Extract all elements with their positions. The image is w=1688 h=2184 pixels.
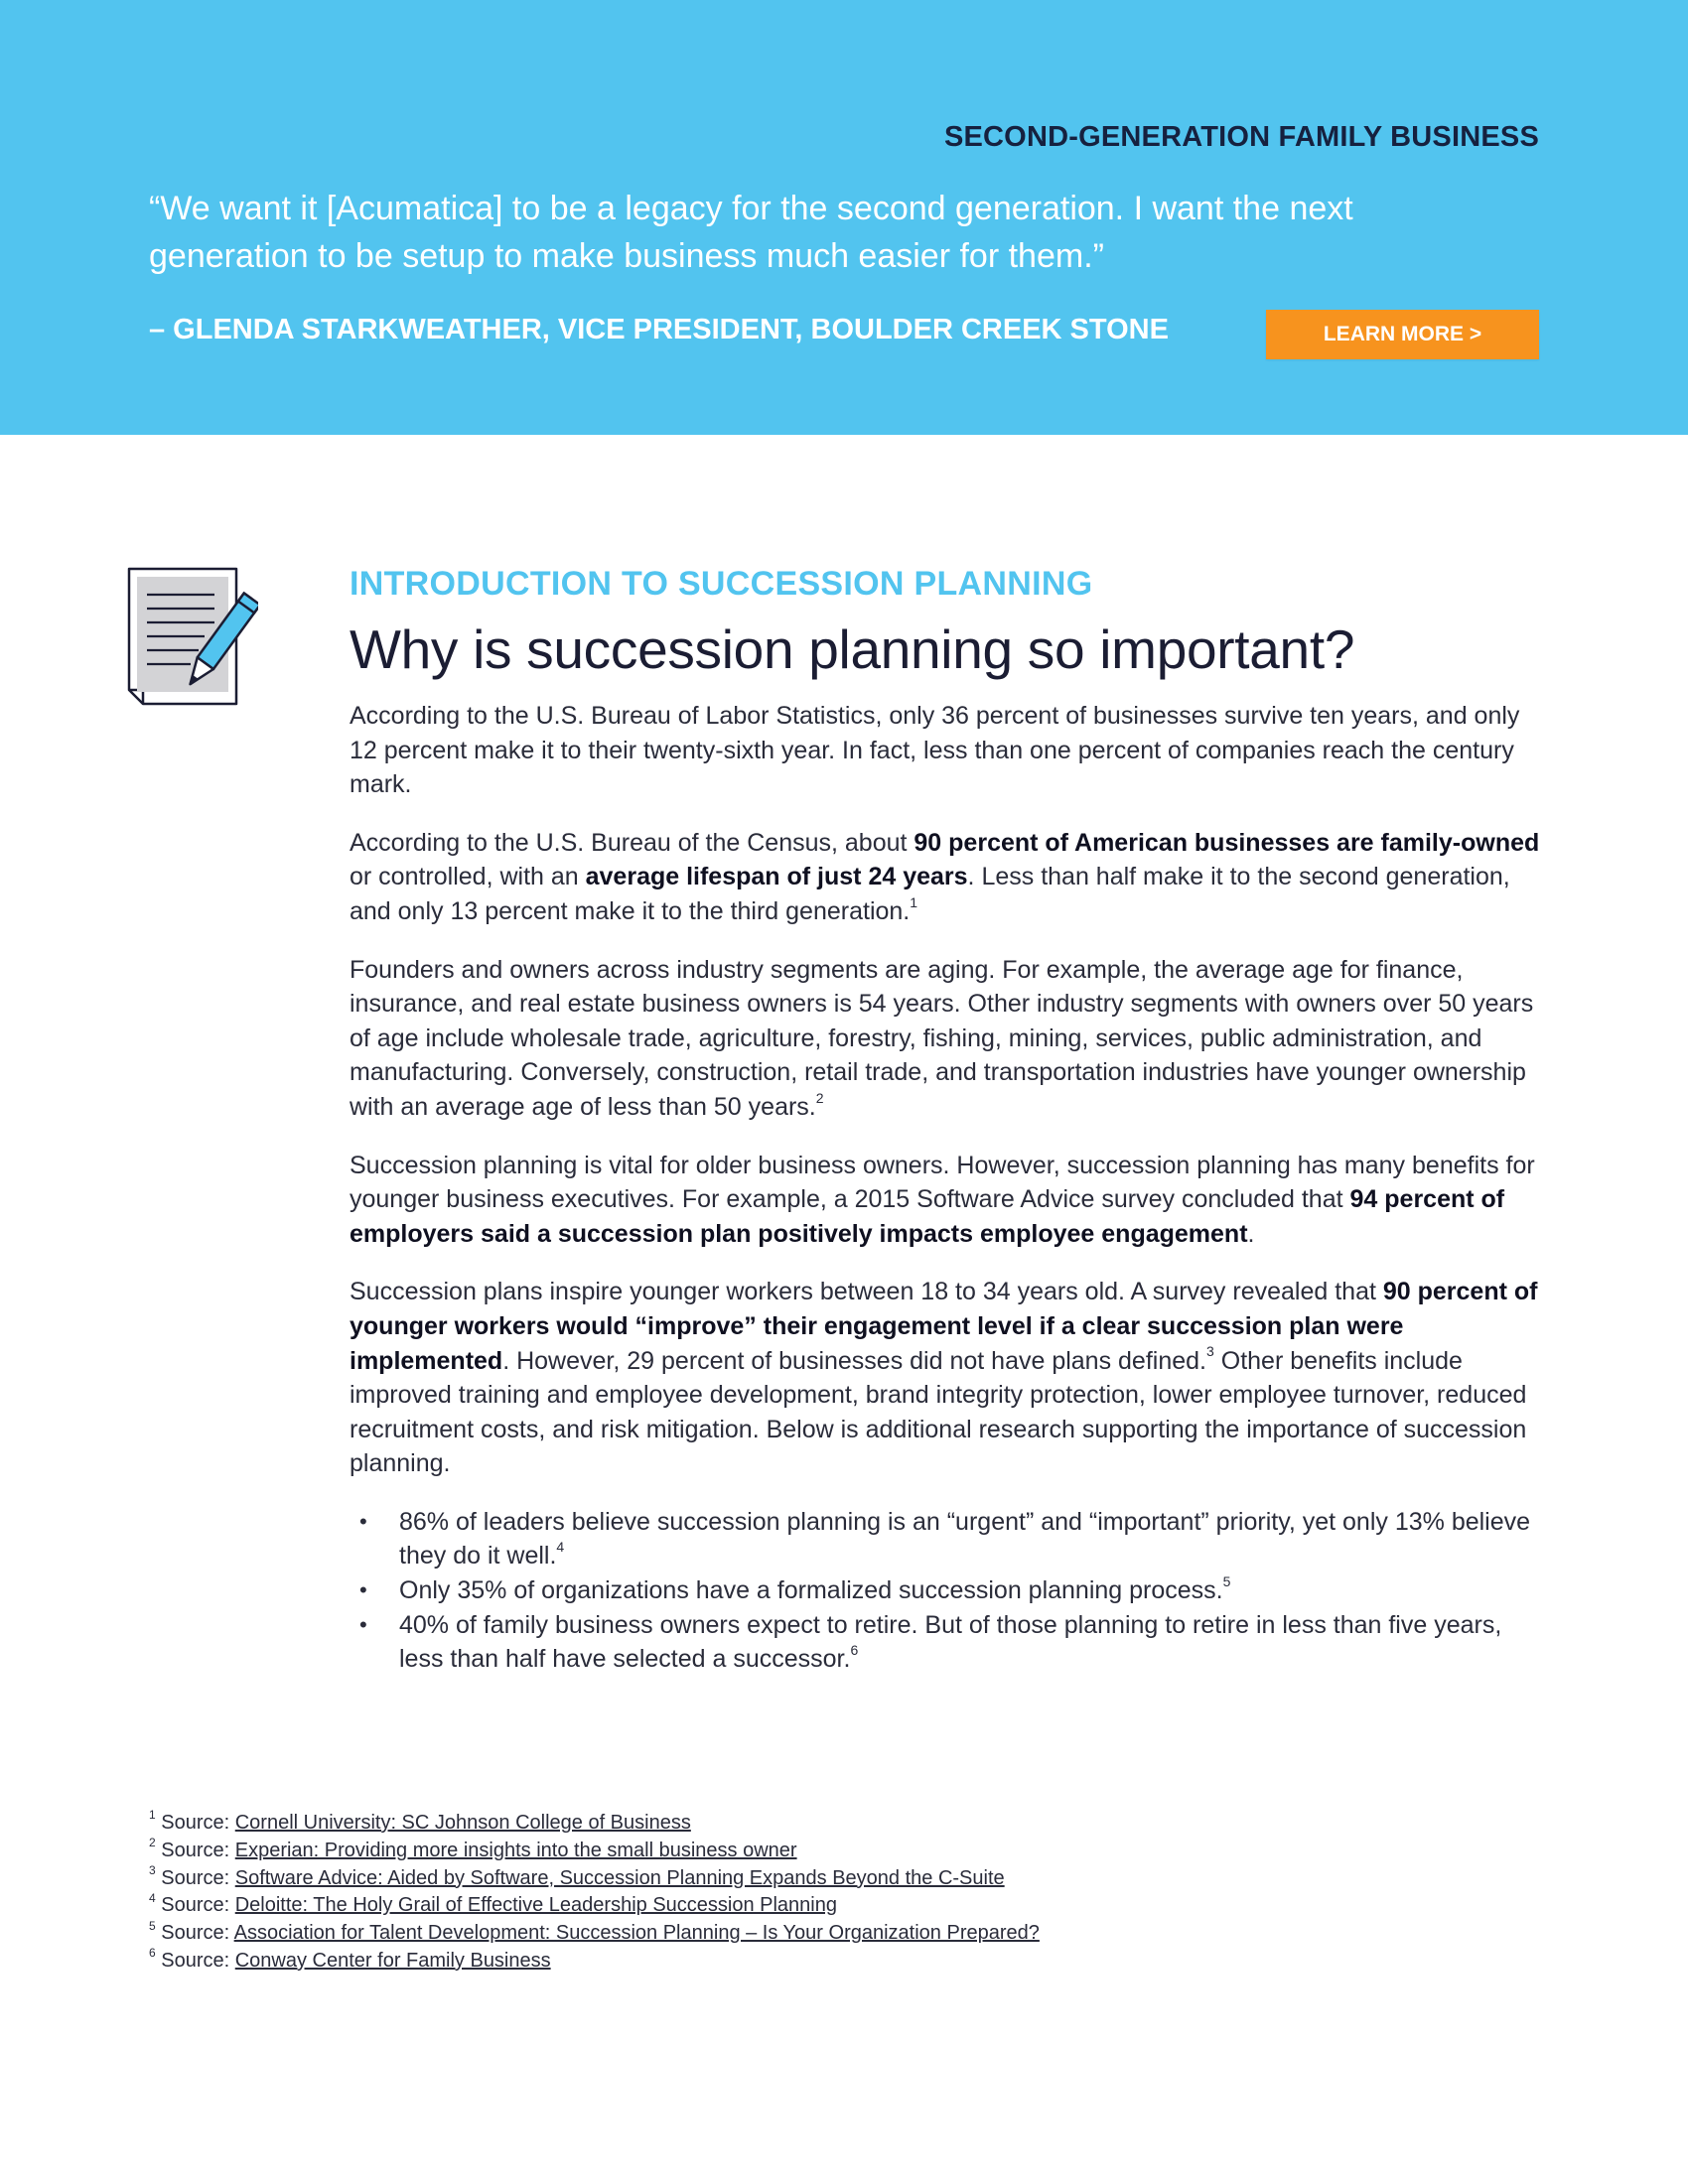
footnote xyxy=(149,1892,1040,1920)
paragraph-text: According to the U.S. Bureau of the Census, about xyxy=(350,828,914,857)
bullet-icon: • xyxy=(359,1611,367,1637)
footnote-link[interactable]: Software Advice: Aided by Software, Succession Planning Expands Beyond the C-Suite xyxy=(234,1866,1005,1889)
learn-more-button[interactable]: LEARN MORE > xyxy=(1266,310,1539,359)
bold-stat: 90 percent of younger workers would “improve” their engagement level if a clear succession plan were implemented xyxy=(350,1278,1538,1375)
list-item-text: 40% of family business owners expect to retire. But of those planning to retire in less than five years, less than half have selected a successor. xyxy=(399,1610,1502,1674)
customer-quote: “We want it [Acumatica] to be a legacy for the second generation. I want the next generation to be setup to make business much easier for them.” xyxy=(149,190,1353,275)
footnote-prefix: Source: xyxy=(161,1812,235,1834)
list-item-text: 86% of leaders believe succession planning is an “urgent” and “important” priority, yet only 13% believe they do it well. xyxy=(399,1507,1531,1570)
footnote xyxy=(149,1838,1040,1865)
paragraph-text: . However, 29 percent of businesses did not have plans defined. xyxy=(502,1346,1206,1375)
paragraph-5 xyxy=(350,1275,1541,1481)
footnote xyxy=(149,1948,1040,1976)
bullet-icon: • xyxy=(359,1577,367,1603)
banner-label: SECOND-GENERATION FAMILY BUSINESS xyxy=(943,121,1539,153)
footnote-ref: 3 xyxy=(1206,1343,1214,1360)
paragraph-text: Founders and owners across industry segments are aging. For example, the average age for finance, insurance, and real estate business owners is 54 years. Other industry segments with owners over 50 years of age include wholesale trade, agriculture, forestry, fishing, mining, services, public administration, and manufacturing. Conversely, construction, retail trade, and transportation industries have younger ownership with an average age of less than 50 years. xyxy=(350,955,1534,1121)
quote-banner xyxy=(0,0,1688,435)
footnote-ref: 1 xyxy=(910,893,918,910)
footnote-number: 1 xyxy=(149,1808,156,1823)
article-body xyxy=(350,564,1541,1677)
document-pencil-icon xyxy=(125,565,258,712)
footnote xyxy=(149,1862,1040,1893)
paragraph-4 xyxy=(350,1149,1541,1252)
footnote-prefix: Source: xyxy=(161,1839,235,1861)
footnote-number: 6 xyxy=(149,1946,156,1961)
research-bullet-list xyxy=(350,1505,1541,1677)
paragraph-text: Succession plans inspire younger workers between 18 to 34 years old. A survey revealed that xyxy=(350,1278,1383,1306)
footnote-number: 2 xyxy=(149,1836,156,1850)
list-item-text: Only 35% of organizations have a formalized succession planning process. xyxy=(399,1576,1223,1605)
footnotes xyxy=(149,1810,1040,1976)
page-title: Why is succession planning so important? xyxy=(350,618,1355,680)
paragraph-2 xyxy=(350,826,1541,929)
bold-stat: 94 percent of employers said a succession plan positively impacts employee engagement xyxy=(350,1185,1505,1248)
footnote-prefix: Source: xyxy=(161,1922,234,1945)
footnote-ref: 4 xyxy=(556,1539,565,1556)
list-item xyxy=(350,1573,1541,1608)
footnote-number: 4 xyxy=(149,1890,156,1905)
footnote-prefix: Source: xyxy=(161,1866,235,1889)
footnote-link[interactable]: Experian: Providing more insights into the small business owner xyxy=(234,1839,797,1861)
paragraph-3 xyxy=(350,953,1541,1125)
footnote-number: 3 xyxy=(149,1862,156,1877)
footnote-link[interactable]: Association for Talent Development: Succession Planning – Is Your Organization Prepared? xyxy=(233,1922,1040,1945)
bold-stat: 90 percent of American businesses are family-owned xyxy=(914,828,1540,857)
footnote-ref: 6 xyxy=(850,1641,859,1658)
footnote-prefix: Source: xyxy=(161,1949,235,1972)
quote-attribution: – GLENDA STARKWEATHER, VICE PRESIDENT, BOULDER CREEK STONE xyxy=(149,314,1169,345)
paragraph-text: Other benefits include improved training and employee development, brand integrity protection, lower employee turnover, reduced recruitment costs, and risk mitigation. Below is additional research supporting the importance of succession planning. xyxy=(350,1346,1527,1478)
footnote-prefix: Source: xyxy=(161,1894,235,1917)
footnote xyxy=(149,1920,1040,1948)
footnote-ref: 5 xyxy=(1222,1572,1231,1589)
paragraph-1: According to the U.S. Bureau of Labor Statistics, only 36 percent of businesses survive ten years, and only 12 percent make it to their twenty-sixth year. In fact, less than one percent of companies reach the century mark. xyxy=(350,702,1520,799)
paragraph-text: Succession planning is vital for older business owners. However, succession planning has many benefits for younger business executives. For example, a 2015 Software Advice survey concluded that xyxy=(350,1151,1535,1214)
bullet-icon: • xyxy=(359,1508,367,1534)
footnote-link[interactable]: Cornell University: SC Johnson College of Business xyxy=(234,1812,691,1834)
paragraph-text: or controlled, with an xyxy=(350,863,586,891)
section-eyebrow: INTRODUCTION TO SUCCESSION PLANNING xyxy=(350,565,1093,603)
list-item xyxy=(350,1505,1541,1573)
footnote-ref: 2 xyxy=(815,1089,824,1106)
footnote-number: 5 xyxy=(149,1918,156,1933)
bold-stat: average lifespan of just 24 years xyxy=(585,863,968,891)
paragraph-text: . xyxy=(1247,1219,1255,1248)
footnote-link[interactable]: Conway Center for Family Business xyxy=(234,1949,551,1972)
footnote xyxy=(149,1810,1040,1838)
list-item xyxy=(350,1608,1541,1677)
paragraph-text: . Less than half make it to the second generation, and only 13 percent make it to the third generation. xyxy=(350,863,1510,925)
footnote-link[interactable]: Deloitte: The Holy Grail of Effective Leadership Succession Planning xyxy=(234,1894,837,1917)
